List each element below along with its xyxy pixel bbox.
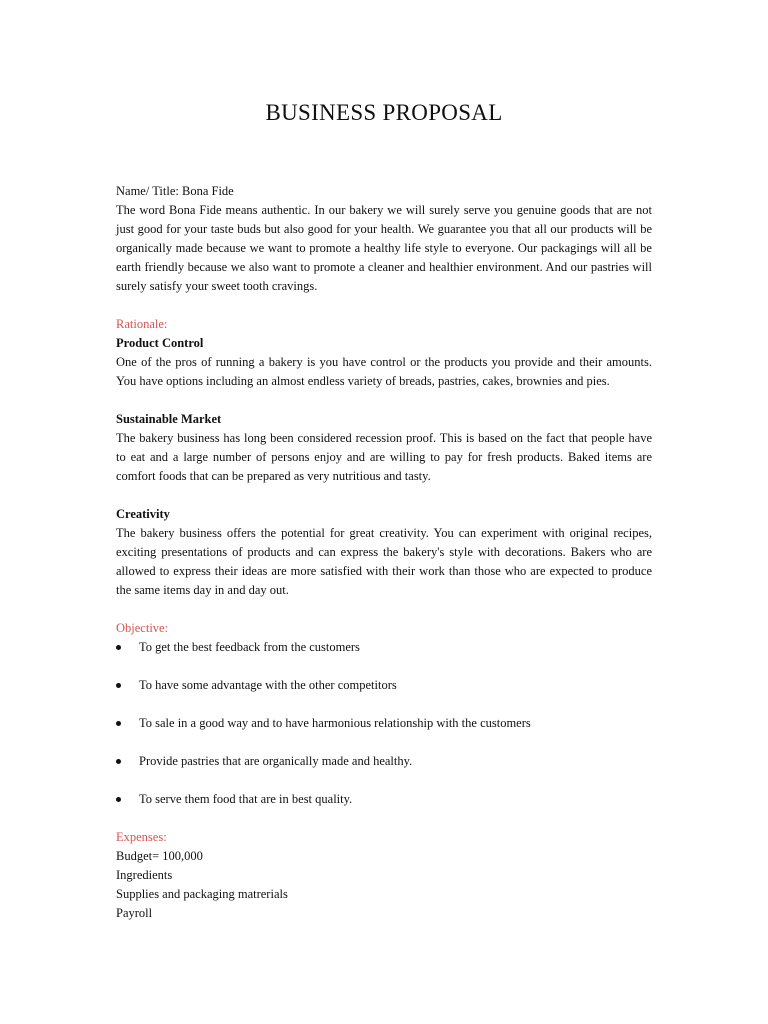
bullet-icon — [116, 683, 121, 688]
section-body-creativity: The bakery business offers the potential for great creativity. You can experiment with original recipes, exciting presentations of products and can express the bakery's style with decorations. Bakers who are allowed to express their ideas are more satisfied with their work than those who are expected to produce the same items day in and day out. — [116, 526, 652, 597]
document-title: BUSINESS PROPOSAL — [265, 100, 503, 125]
list-item-text: To get the best feedback from the customers — [139, 640, 360, 654]
expense-line-budget: Budget= 100,000 — [116, 849, 203, 863]
list-item-text: To serve them food that are in best quality. — [139, 792, 353, 806]
list-item-text: Provide pastries that are organically made and healthy. — [139, 754, 413, 768]
bullet-icon — [116, 645, 121, 650]
section-title-product-control: Product Control — [116, 336, 204, 350]
intro-paragraph: The word Bona Fide means authentic. In our bakery we will surely serve you genuine goods that are not just good for your taste buds but also good for your health. We guarantee you that all our products will be organically made because we want to promote a healthy life style to everyone. Our packagings will all be earth friendly because we also want to promote a cleaner and healthier environment. And our pastries will surely satisfy your sweet tooth cravings. — [116, 203, 652, 293]
expense-line-payroll: Payroll — [116, 906, 153, 920]
list-item — [116, 638, 652, 657]
list-item-text: To sale in a good way and to have harmonious relationship with the customers — [139, 716, 531, 730]
rationale-heading: Rationale: — [116, 317, 168, 331]
expenses-heading: Expenses: — [116, 830, 167, 844]
section-body-sustainable-market: The bakery business has long been considered recession proof. This is based on the fact that people have to eat and a large number of persons enjoy and are willing to pay for fresh products. Baked items are comfort foods that can be prepared as very nutritious and tasty. — [116, 431, 652, 483]
spacer — [116, 809, 652, 828]
spacer — [116, 600, 652, 619]
bullet-icon — [116, 797, 121, 802]
list-item — [116, 714, 652, 733]
name-title-line: Name/ Title: Bona Fide — [116, 184, 234, 198]
list-item — [116, 676, 652, 695]
spacer — [116, 296, 652, 315]
bullet-icon — [116, 759, 121, 764]
expense-line-ingredients: Ingredients — [116, 868, 173, 882]
objective-list — [116, 638, 652, 809]
document-page — [116, 96, 652, 923]
section-title-creativity: Creativity — [116, 507, 170, 521]
objective-heading: Objective: — [116, 621, 169, 635]
list-item-text: To have some advantage with the other competitors — [139, 678, 397, 692]
expense-line-supplies: Supplies and packaging matrerials — [116, 887, 288, 901]
spacer — [116, 486, 652, 505]
list-item — [116, 790, 652, 809]
list-item — [116, 752, 652, 771]
spacer — [116, 391, 652, 410]
section-body-product-control: One of the pros of running a bakery is you have control or the products you provide and their amounts. You have options including an almost endless variety of breads, pastries, cakes, brownies and pies. — [116, 355, 652, 388]
section-title-sustainable-market: Sustainable Market — [116, 412, 222, 426]
bullet-icon — [116, 721, 121, 726]
